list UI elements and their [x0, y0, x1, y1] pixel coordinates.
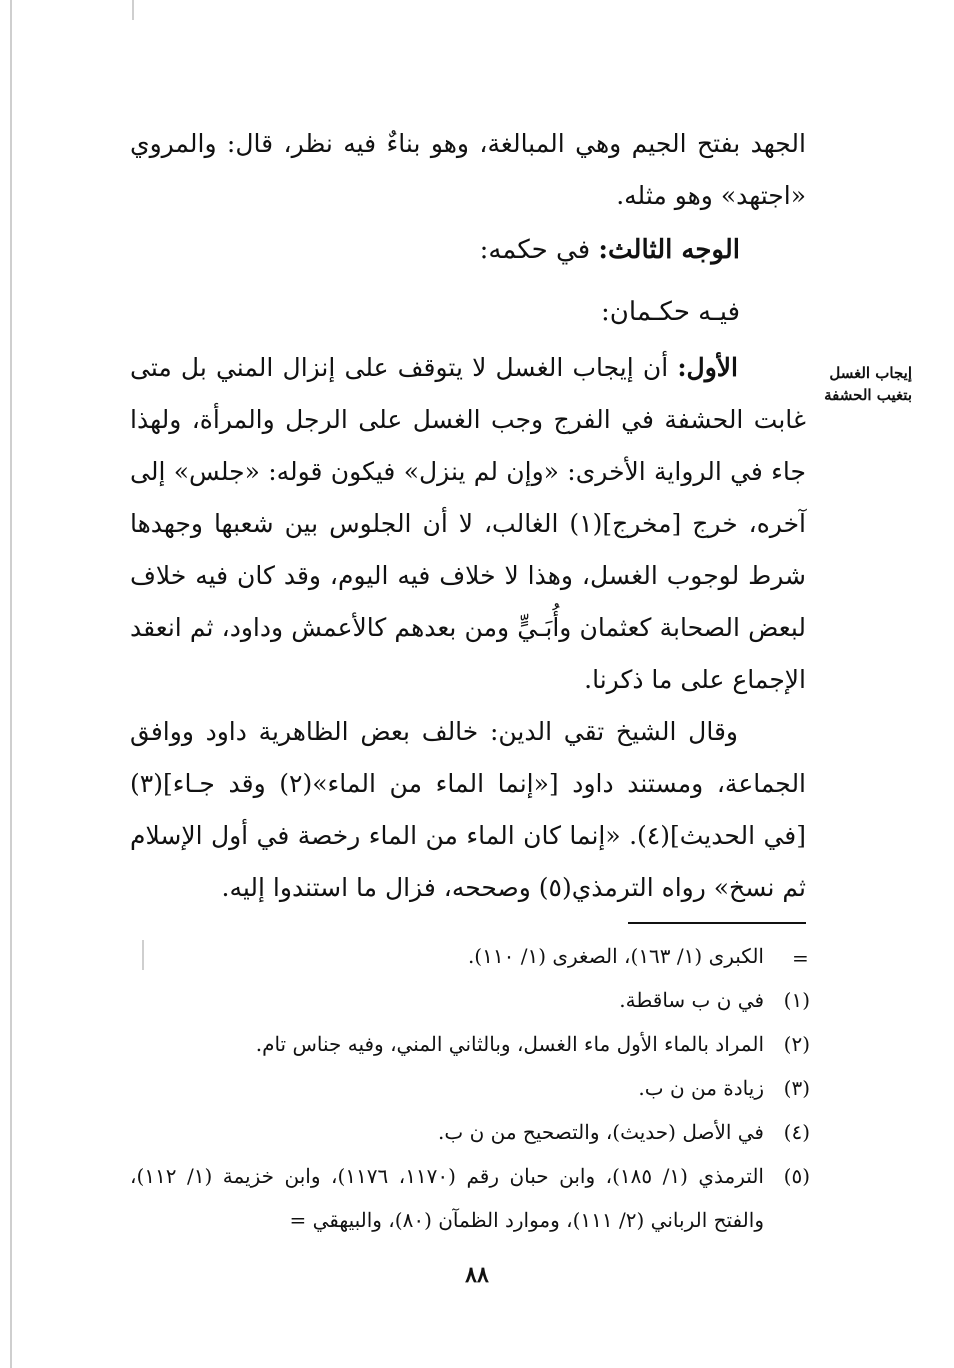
footnote-text: في ن ب ساقطة. [619, 988, 764, 1012]
footnote-item [130, 1022, 810, 1066]
footnote-number: (١) [783, 988, 810, 1012]
footnote-item [130, 1154, 810, 1242]
paragraph-taqi-al-din: وقال الشيخ تقي الدين: خالف بعض الظاهرية داود ووافق الجماعة، ومستند داود [«إنما الماء من الماء»(٢) وقد جـاء](٣) [في الحديث](٤). «إنما كان الماء من الماء رخصة في أول الإسلام ثم نسخ» رواه الترمذي(٥) وصححه، فزال ما استندوا إليه. [130, 717, 807, 902]
footnote-text: في الأصل (حديث)، والتصحيح من ن ب. [438, 1120, 764, 1144]
margin-note: إيجاب الغسل بتغيب الحشفة [824, 364, 912, 404]
page-number: ٨٨ [465, 1262, 489, 1288]
footnote-number: (٥) [783, 1164, 810, 1188]
footnote-continuation-text: الكبرى (١/ ١٦٣)، الصغرى (١/ ١١٠). [467, 944, 764, 968]
footnote-item [130, 1066, 810, 1110]
heading-third-aspect [130, 220, 740, 280]
scan-edge-mark [132, 0, 134, 20]
footnote-text: المراد بالماء الأول ماء الغسل، وبالثاني المني، وفيه جناس تام. [255, 1032, 764, 1056]
footnote-number: (٣) [783, 1076, 810, 1100]
footnote-text: زيادة من ن ب. [638, 1076, 764, 1100]
heading-third-aspect-label: الوجه الثالث: [598, 235, 740, 265]
paragraph-top: الجهد بفتح الجيم وهي المبالغة، وهو بناءٌ فيه نظر، قال: والمروي «اجتهد» وهو مثله. [130, 129, 806, 210]
footnote-text: الترمذي (١/ ١٨٥)، وابن حبان رقم (١١٧٠، ١١٧٦)، وابن خزيمة (١/ ١١٢)، والفتح الرباني (٢/ ١١١)، وموارد الظمآن (٨٠)، والبيهقي = [130, 1164, 764, 1232]
first-ruling-text: أن إيجاب الغسل لا يتوقف على إنزال المني بل متى غابت الحشفة في الفرج وجب الغسل على الرجل والمرأة، ولهذا جاء في الرواية الأخرى: «وإن لم ينزل» فيكون قوله: «جلس» إلى آخره، خرج [مخرج](١) الغالب، لا أن الجلوس بين شعبها وجهدها شرط لوجوب الغسل، وهذا لا خلاف فيه اليوم، وقد كان فيه خلاف لبعض الصحابة كعثمان وأُبَـيٍّ ومن بعدهم كالأعمش وداود، ثم انعقد الإجماع على ما ذكرنا. [130, 353, 806, 694]
paragraph-first-ruling [130, 342, 806, 706]
first-ruling-label: الأول: [677, 353, 738, 382]
footnote-continuation-marker: = [792, 946, 809, 970]
footnote-item [130, 978, 810, 1022]
scan-edge-mark [142, 940, 144, 970]
footnote-number: (٤) [783, 1120, 810, 1144]
heading-two-rulings: فيـه حكـمان: [601, 297, 740, 327]
scan-edge-mark [10, 0, 12, 1368]
footnote-separator [628, 922, 806, 924]
heading-third-aspect-text: في حكمه: [479, 235, 591, 265]
footnotes [130, 934, 810, 1242]
footnote-item [130, 1110, 810, 1154]
footnote-continuation [130, 934, 810, 978]
footnote-number: (٢) [783, 1032, 810, 1056]
